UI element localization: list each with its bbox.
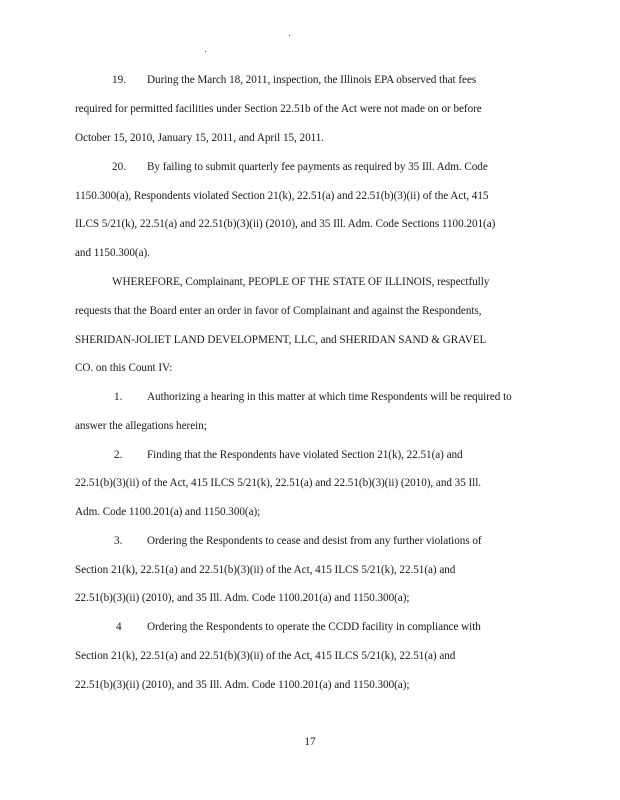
paragraph-20-line: and 1150.300(a). xyxy=(75,247,150,259)
paragraph-19-number: 19. xyxy=(112,74,126,86)
paragraph-20-line: ILCS 5/21(k), 22.51(a) and 22.51(b)(3)(ii) (2010), and 35 Ill. Adm. Code Sections 1100.201(a) xyxy=(75,218,496,230)
item-3-line: Ordering the Respondents to cease and desist from any further violations of xyxy=(147,535,482,547)
item-4-line: Section 21(k), 22.51(a) and 22.51(b)(3)(ii) of the Act, 415 ILCS 5/21(k), 22.51(a) and xyxy=(75,650,456,662)
item-3-line: Section 21(k), 22.51(a) and 22.51(b)(3)(ii) of the Act, 415 ILCS 5/21(k), 22.51(a) and xyxy=(75,564,456,576)
paragraph-19-line: required for permitted facilities under Section 22.51b of the Act were not made on or before xyxy=(75,103,482,115)
item-4-line: 22.51(b)(3)(ii) (2010), and 35 Ill. Adm. Code 1100.201(a) and 1150.300(a); xyxy=(75,679,410,691)
item-3-number: 3. xyxy=(114,535,123,547)
item-4-line: Ordering the Respondents to operate the CCDD facility in compliance with xyxy=(147,621,481,633)
item-2-line: Finding that the Respondents have violated Section 21(k), 22.51(a) and xyxy=(147,449,463,461)
paragraph-19-line: During the March 18, 2011, inspection, the Illinois EPA observed that fees xyxy=(147,74,477,86)
wherefore-line: WHEREFORE, Complainant, PEOPLE OF THE STATE OF ILLINOIS, respectfully xyxy=(112,276,490,288)
item-1-number: 1. xyxy=(114,391,123,403)
item-2-number: 2. xyxy=(114,449,123,461)
paragraph-20-line: By failing to submit quarterly fee payments as required by 35 Ill. Adm. Code xyxy=(147,161,488,173)
item-3-line: 22.51(b)(3)(ii) (2010), and 35 Ill. Adm. Code 1100.201(a) and 1150.300(a); xyxy=(75,592,410,604)
paragraph-19-line: October 15, 2010, January 15, 2011, and April 15, 2011. xyxy=(75,132,325,144)
item-4-number: 4 xyxy=(116,621,122,633)
item-1-line: answer the allegations herein; xyxy=(75,420,207,432)
wherefore-line: SHERIDAN-JOLIET LAND DEVELOPMENT, LLC, and SHERIDAN SAND & GRAVEL xyxy=(75,334,487,346)
scan-speck xyxy=(205,51,206,52)
wherefore-line: requests that the Board enter an order in favor of Complainant and against the Respondents, xyxy=(75,305,482,317)
page-number: 17 xyxy=(304,736,316,748)
item-2-line: 22.51(b)(3)(ii) of the Act, 415 ILCS 5/21(k), 22.51(a) and 22.51(b)(3)(ii) (2010), and 35 Ill. xyxy=(75,477,482,489)
paragraph-20-number: 20. xyxy=(112,161,126,173)
item-1-line: Authorizing a hearing in this matter at which time Respondents will be required to xyxy=(147,391,512,403)
wherefore-line: CO. on this Count IV: xyxy=(75,362,173,374)
paragraph-20-line: 1150.300(a), Respondents violated Section 21(k), 22.51(a) and 22.51(b)(3)(ii) of the Act, 415 xyxy=(75,190,489,202)
item-2-line: Adm. Code 1100.201(a) and 1150.300(a); xyxy=(75,506,261,518)
scan-speck xyxy=(289,35,290,36)
